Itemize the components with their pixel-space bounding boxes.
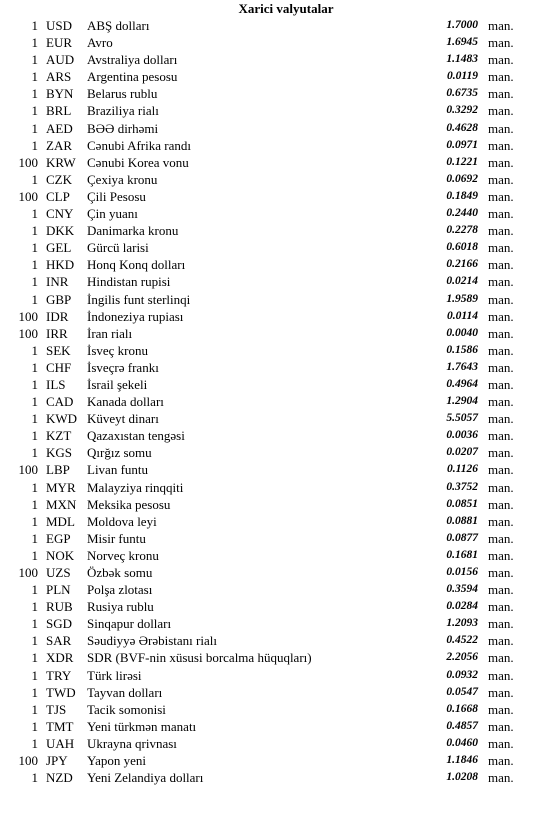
currency-code: TRY <box>46 667 72 683</box>
currency-code: SEK <box>46 342 71 358</box>
exchange-rate: 0.4857 <box>446 719 478 732</box>
currency-code: JPY <box>46 753 68 769</box>
currency-code: MXN <box>46 496 77 512</box>
currency-nominal: 1 <box>31 52 38 68</box>
exchange-rate: 1.2093 <box>446 617 478 630</box>
currency-unit: man. <box>488 137 514 153</box>
currency-code: HKD <box>46 257 75 273</box>
currency-name: Çin yuanı <box>87 206 138 222</box>
currency-nominal: 1 <box>31 599 38 615</box>
currency-code: KZT <box>46 428 72 444</box>
currency-code: BRL <box>46 103 72 119</box>
currency-nominal: 1 <box>31 547 38 563</box>
currency-unit: man. <box>488 633 514 649</box>
currency-code: UAH <box>46 735 75 751</box>
currency-nominal: 1 <box>31 240 38 256</box>
currency-code: BYN <box>46 86 74 102</box>
currency-name: Yeni Zelandiya dolları <box>87 770 204 786</box>
currency-code: UZS <box>46 565 71 580</box>
currency-code: AED <box>46 120 73 136</box>
currency-unit: man. <box>488 274 514 290</box>
currency-code: IDR <box>46 308 69 324</box>
currency-row <box>0 410 550 427</box>
currency-row <box>0 342 550 359</box>
currency-row <box>0 444 550 461</box>
currency-unit: man. <box>488 582 514 598</box>
currency-unit: man. <box>488 479 514 495</box>
exchange-rate: 0.0156 <box>446 566 478 578</box>
currency-code: NZD <box>46 770 73 786</box>
currency-unit: man. <box>488 462 514 478</box>
currency-name: Qazaxıstan tengəsi <box>87 428 185 444</box>
currency-code: EGP <box>46 530 71 546</box>
currency-nominal: 1 <box>31 735 38 751</box>
currency-row <box>0 308 550 325</box>
currency-code: GEL <box>46 240 72 256</box>
currency-nominal: 1 <box>31 342 38 358</box>
currency-unit: man. <box>488 667 514 683</box>
currency-unit: man. <box>488 735 514 751</box>
currency-row <box>0 273 550 290</box>
currency-row <box>0 222 550 239</box>
currency-nominal: 1 <box>31 667 38 683</box>
exchange-rate: 0.0207 <box>446 446 478 459</box>
currency-unit: man. <box>488 599 514 615</box>
currency-nominal: 1 <box>31 35 38 51</box>
currency-code: CZK <box>46 171 72 187</box>
currency-nominal: 100 <box>18 154 38 170</box>
currency-row <box>0 376 550 393</box>
currency-nominal: 100 <box>18 188 38 204</box>
currency-row <box>0 598 550 615</box>
currency-name: Danimarka kronu <box>87 223 179 239</box>
currency-nominal: 1 <box>31 291 38 307</box>
exchange-rate: 0.4628 <box>446 121 478 134</box>
exchange-rate: 0.2278 <box>446 224 478 237</box>
currency-code: ZAR <box>46 137 72 153</box>
currency-unit: man. <box>488 616 514 632</box>
currency-name: Tacik somonisi <box>87 701 166 717</box>
currency-unit: man. <box>488 650 514 666</box>
currency-nominal: 1 <box>31 633 38 649</box>
currency-row <box>0 120 550 137</box>
currency-rate-list <box>0 17 550 786</box>
currency-nominal: 1 <box>31 394 38 410</box>
currency-nominal: 1 <box>31 103 38 119</box>
exchange-rate: 0.0932 <box>446 668 478 681</box>
exchange-rate: 1.7643 <box>446 360 478 373</box>
currency-code: MYR <box>46 479 76 495</box>
currency-row <box>0 701 550 718</box>
currency-nominal: 1 <box>31 411 38 427</box>
currency-row <box>0 684 550 701</box>
currency-row <box>0 137 550 154</box>
currency-name: Cənubi Korea vonu <box>87 154 189 170</box>
currency-code: NOK <box>46 547 75 563</box>
currency-name: Livan funtu <box>87 462 149 478</box>
currency-unit: man. <box>488 718 514 734</box>
currency-row <box>0 530 550 547</box>
currency-name: Gürcü larisi <box>87 240 149 256</box>
currency-name: SDR (BVF-nin xüsusi borcalma hüquqları) <box>87 650 312 666</box>
currency-row <box>0 359 550 376</box>
currency-unit: man. <box>488 257 514 273</box>
currency-name: Rusiya rublu <box>87 599 154 615</box>
currency-code: XDR <box>46 650 74 666</box>
exchange-rate: 1.1483 <box>446 53 478 66</box>
exchange-rate: 0.1849 <box>446 189 478 202</box>
currency-name: Moldova leyi <box>87 513 157 529</box>
currency-row <box>0 68 550 85</box>
currency-row <box>0 649 550 666</box>
currency-name: Kanada dolları <box>87 394 164 410</box>
currency-nominal: 1 <box>31 496 38 512</box>
currency-unit: man. <box>488 188 514 204</box>
currency-code: DKK <box>46 223 75 239</box>
exchange-rate: 0.0877 <box>446 531 478 544</box>
currency-unit: man. <box>488 103 514 119</box>
currency-unit: man. <box>488 223 514 239</box>
currency-row <box>0 581 550 598</box>
currency-unit: man. <box>488 359 514 375</box>
currency-unit: man. <box>488 376 514 392</box>
currency-nominal: 1 <box>31 359 38 375</box>
currency-code: INR <box>46 274 69 290</box>
currency-name: Malayziya rinqqiti <box>87 479 184 495</box>
exchange-rate: 0.0692 <box>446 172 478 185</box>
exchange-rate: 0.1126 <box>447 463 478 476</box>
currency-name: Avstraliya dolları <box>87 52 178 68</box>
currency-name: Küveyt dinarı <box>87 411 159 427</box>
currency-row <box>0 154 550 171</box>
currency-nominal: 1 <box>31 650 38 666</box>
currency-code: MDL <box>46 513 75 529</box>
currency-unit: man. <box>488 86 514 102</box>
currency-unit: man. <box>488 445 514 461</box>
currency-name: Cənubi Afrika randı <box>87 137 191 153</box>
exchange-rate: 5.5057 <box>446 412 478 425</box>
currency-row <box>0 735 550 752</box>
currency-code: AUD <box>46 52 75 68</box>
exchange-rate: 0.0460 <box>446 736 478 749</box>
currency-name: Braziliya rialı <box>87 103 159 119</box>
currency-unit: man. <box>488 206 514 222</box>
currency-code: LBP <box>46 462 70 478</box>
currency-code: RUB <box>46 599 73 615</box>
currency-row <box>0 427 550 444</box>
currency-unit: man. <box>488 394 514 410</box>
exchange-rate: 0.0851 <box>446 497 478 510</box>
currency-nominal: 1 <box>31 206 38 222</box>
currency-unit: man. <box>488 240 514 256</box>
currency-unit: man. <box>488 154 514 170</box>
currency-nominal: 1 <box>31 513 38 529</box>
currency-row <box>0 461 550 478</box>
currency-nominal: 100 <box>18 325 38 341</box>
currency-unit: man. <box>488 35 514 51</box>
currency-nominal: 1 <box>31 479 38 495</box>
currency-row <box>0 102 550 119</box>
currency-name: Yapon yeni <box>87 753 146 769</box>
currency-row <box>0 256 550 273</box>
exchange-rate: 2.2056 <box>446 651 478 664</box>
exchange-rate: 1.7000 <box>446 19 478 31</box>
exchange-rate: 0.0881 <box>446 514 478 527</box>
currency-name: Meksika pesosu <box>87 496 171 512</box>
currency-code: CAD <box>46 394 74 410</box>
currency-name: Avro <box>87 35 113 51</box>
currency-row <box>0 752 550 769</box>
currency-name: Argentina pesosu <box>87 69 178 85</box>
exchange-rate: 0.4522 <box>446 634 478 647</box>
exchange-rate: 0.6018 <box>446 241 478 254</box>
currency-code: KWD <box>46 411 78 427</box>
currency-row <box>0 718 550 735</box>
currency-unit: man. <box>488 684 514 700</box>
currency-unit: man. <box>488 496 514 512</box>
exchange-rate: 0.2440 <box>446 207 478 220</box>
currency-row <box>0 513 550 530</box>
exchange-rate: 0.3594 <box>446 583 478 596</box>
currency-code: KRW <box>46 154 76 170</box>
currency-unit: man. <box>488 325 514 341</box>
currency-row <box>0 325 550 342</box>
currency-unit: man. <box>488 565 514 580</box>
page-title: Xarici valyutalar <box>238 1 334 16</box>
currency-code: TMT <box>46 718 74 734</box>
currency-code: KGS <box>46 445 73 461</box>
exchange-rate: 0.0971 <box>446 138 478 151</box>
exchange-rate: 0.1221 <box>446 155 478 168</box>
currency-nominal: 1 <box>31 69 38 85</box>
currency-unit: man. <box>488 428 514 444</box>
currency-row <box>0 51 550 68</box>
currency-nominal: 1 <box>31 684 38 700</box>
currency-unit: man. <box>488 411 514 427</box>
currency-code: EUR <box>46 35 72 51</box>
currency-code: ILS <box>46 376 66 392</box>
currency-name: Norveç kronu <box>87 547 159 563</box>
exchange-rate: 0.3292 <box>446 104 478 117</box>
currency-row <box>0 291 550 308</box>
currency-name: Çexiya kronu <box>87 171 158 187</box>
currency-name: Honq Konq dolları <box>87 257 186 273</box>
currency-name: Sinqapur dolları <box>87 616 172 632</box>
currency-nominal: 1 <box>31 137 38 153</box>
currency-nominal: 1 <box>31 86 38 102</box>
currency-code: CHF <box>46 359 72 375</box>
currency-nominal: 100 <box>18 753 38 769</box>
currency-name: Misir funtu <box>87 530 146 546</box>
exchange-rate: 0.1586 <box>446 343 478 356</box>
currency-nominal: 100 <box>18 308 38 324</box>
currency-code: TJS <box>46 701 67 717</box>
currency-unit: man. <box>488 342 514 358</box>
currency-code: USD <box>46 18 73 33</box>
exchange-rate: 1.1846 <box>446 754 478 767</box>
currency-nominal: 1 <box>31 770 38 786</box>
currency-code: ARS <box>46 69 72 85</box>
currency-name: İsveç kronu <box>87 342 149 358</box>
currency-code: GBP <box>46 291 72 307</box>
currency-unit: man. <box>488 171 514 187</box>
currency-row <box>0 85 550 102</box>
currency-nominal: 1 <box>31 120 38 136</box>
currency-row <box>0 17 550 34</box>
exchange-rate: 1.6945 <box>446 36 478 49</box>
exchange-rate: 0.1681 <box>446 548 478 561</box>
currency-unit: man. <box>488 308 514 324</box>
currency-row <box>0 547 550 564</box>
exchange-rate: 1.9589 <box>446 292 478 305</box>
currency-code: CNY <box>46 206 74 222</box>
currency-unit: man. <box>488 530 514 546</box>
exchange-rate: 0.0214 <box>446 275 478 288</box>
currency-row <box>0 205 550 222</box>
currency-unit: man. <box>488 291 514 307</box>
currency-row <box>0 496 550 513</box>
currency-row <box>0 632 550 649</box>
currency-name: Türk lirəsi <box>87 667 142 683</box>
currency-nominal: 1 <box>31 582 38 598</box>
exchange-rate: 0.6735 <box>446 87 478 100</box>
currency-unit: man. <box>488 52 514 68</box>
currency-row <box>0 667 550 684</box>
currency-code: CLP <box>46 188 70 204</box>
currency-nominal: 1 <box>31 530 38 546</box>
currency-row <box>0 34 550 51</box>
currency-unit: man. <box>488 701 514 717</box>
currency-name: BƏƏ dirhəmi <box>87 120 159 136</box>
currency-unit: man. <box>488 770 514 786</box>
currency-nominal: 1 <box>31 701 38 717</box>
currency-unit: man. <box>488 18 514 33</box>
currency-name: Belarus rublu <box>87 86 158 102</box>
currency-nominal: 100 <box>18 462 38 478</box>
currency-nominal: 1 <box>31 274 38 290</box>
exchange-rate: 0.0040 <box>446 326 478 339</box>
currency-row <box>0 239 550 256</box>
currency-row <box>0 393 550 410</box>
currency-unit: man. <box>488 753 514 769</box>
exchange-rate: 0.2166 <box>446 258 478 271</box>
currency-name: İndoneziya rupiası <box>87 308 184 324</box>
currency-nominal: 1 <box>31 223 38 239</box>
currency-code: SAR <box>46 633 72 649</box>
currency-nominal: 100 <box>18 565 38 580</box>
currency-unit: man. <box>488 547 514 563</box>
currency-name: Səudiyyə Ərəbistanı rialı <box>87 633 217 649</box>
currency-name: İran rialı <box>87 325 133 341</box>
currency-nominal: 1 <box>31 616 38 632</box>
exchange-rate: 0.1668 <box>446 702 478 715</box>
exchange-rate: 0.0547 <box>446 685 478 698</box>
exchange-rate: 0.0284 <box>446 600 478 613</box>
currency-name: Polşa zlotası <box>87 582 153 598</box>
exchange-rate: 0.0036 <box>446 429 478 442</box>
currency-unit: man. <box>488 69 514 85</box>
currency-name: ABŞ dolları <box>87 18 150 33</box>
currency-row <box>0 615 550 632</box>
currency-unit: man. <box>488 513 514 529</box>
currency-name: Hindistan rupisi <box>87 274 171 290</box>
currency-nominal: 1 <box>31 257 38 273</box>
currency-nominal: 1 <box>31 376 38 392</box>
currency-unit: man. <box>488 120 514 136</box>
currency-code: PLN <box>46 582 71 598</box>
exchange-rate: 0.3752 <box>446 480 478 493</box>
currency-name: Qırğız somu <box>87 445 152 461</box>
exchange-rate: 1.2904 <box>446 395 478 408</box>
currency-row <box>0 564 550 581</box>
currency-name: İsveçrə frankı <box>87 359 159 375</box>
currency-code: TWD <box>46 684 76 700</box>
currency-name: Tayvan dolları <box>87 684 163 700</box>
currency-row <box>0 171 550 188</box>
currency-code: IRR <box>46 325 68 341</box>
currency-name: Özbək somu <box>87 565 153 580</box>
exchange-rate: 0.4964 <box>446 377 478 390</box>
currency-row <box>0 188 550 205</box>
currency-name: İngilis funt sterlinqi <box>87 291 191 307</box>
currency-nominal: 1 <box>31 718 38 734</box>
currency-name: Yeni türkmən manatı <box>87 718 197 734</box>
exchange-rate: 0.0119 <box>447 70 478 83</box>
currency-name: Çili Pesosu <box>87 188 146 204</box>
exchange-rate: 0.0114 <box>447 309 478 322</box>
currency-nominal: 1 <box>31 18 38 33</box>
currency-code: SGD <box>46 616 73 632</box>
currency-name: Ukrayna qrivnası <box>87 735 177 751</box>
currency-nominal: 1 <box>31 428 38 444</box>
currency-row <box>0 479 550 496</box>
currency-nominal: 1 <box>31 171 38 187</box>
exchange-rate: 1.0208 <box>446 771 478 784</box>
currency-row <box>0 769 550 786</box>
currency-name: İsrail şekeli <box>87 376 148 392</box>
currency-nominal: 1 <box>31 445 38 461</box>
